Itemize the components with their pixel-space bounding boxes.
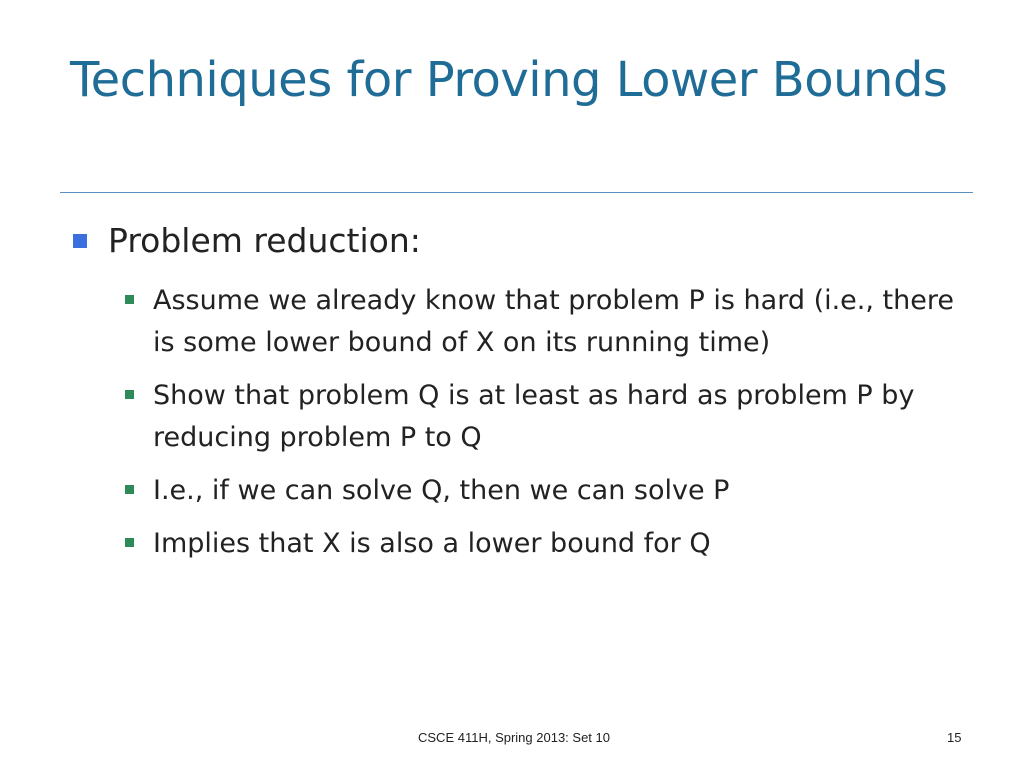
slide-number: 15 [947,730,962,745]
square-bullet-icon [125,390,134,399]
sub-bullet-text: I.e., if we can solve Q, then we can solve P [153,475,730,506]
square-bullet-icon [125,485,134,494]
bullet-list [70,222,970,576]
sub-bullet-list [108,280,970,565]
footer-text: CSCE 411H, Spring 2013: Set 10 [418,730,610,745]
sub-bullet-text: Implies that X is also a lower bound for Q [153,528,711,559]
square-bullet-icon [125,295,134,304]
sub-bullet-assume-hard [108,280,970,364]
title-divider [60,192,973,193]
square-bullet-icon [73,234,87,248]
slide-title: Techniques for Proving Lower Bounds [70,52,948,108]
sub-bullet-implies-bound [108,523,970,565]
sub-bullet-text: Assume we already know that problem P is hard (i.e., there is some lower bound of X on its running time) [153,285,954,358]
square-bullet-icon [125,538,134,547]
bullet-problem-reduction [70,222,970,565]
sub-bullet-show-hard [108,375,970,459]
slide-footer [0,730,1024,748]
bullet-text: Problem reduction: [108,221,421,260]
sub-bullet-ie-solve [108,470,970,512]
sub-bullet-text: Show that problem Q is at least as hard as problem P by reducing problem P to Q [153,380,915,453]
